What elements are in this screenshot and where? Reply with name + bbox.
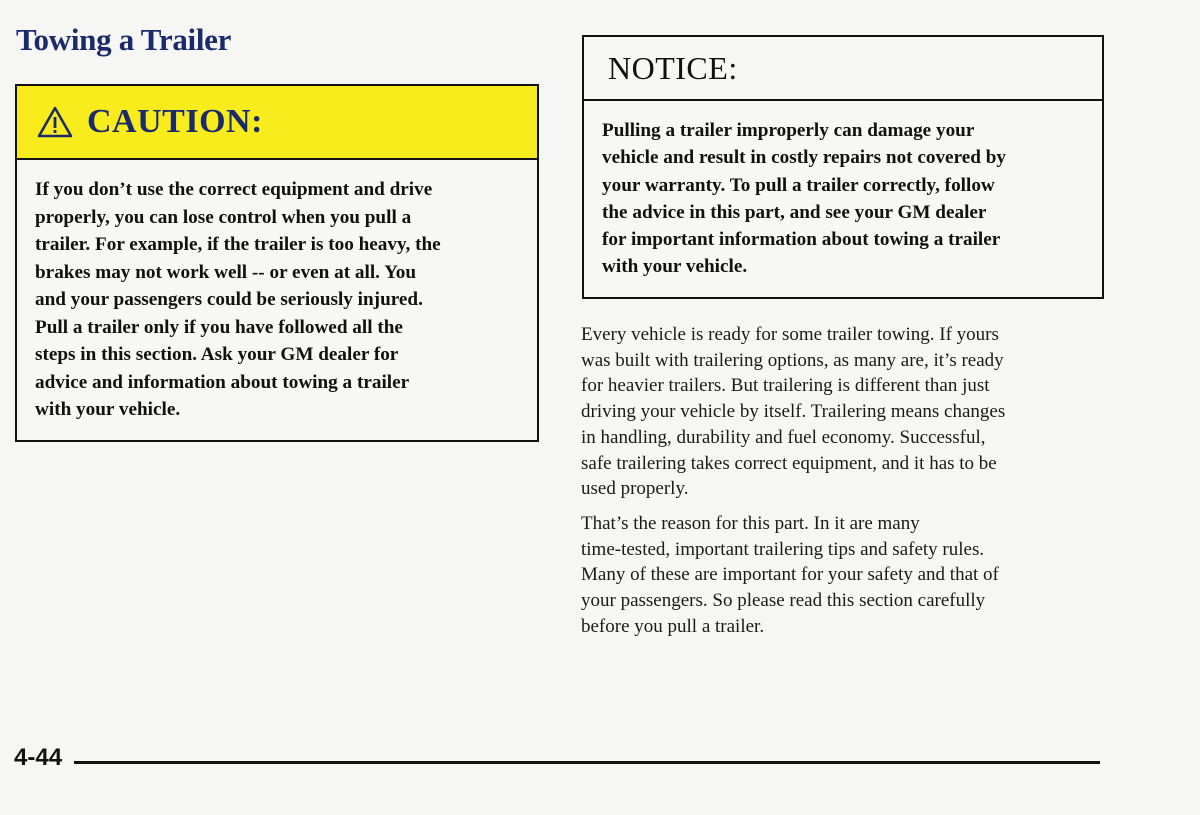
- paragraph-line: driving your vehicle by itself. Trailering means changes: [581, 401, 1006, 423]
- notice-box: [582, 35, 1104, 299]
- notice-line: with your vehicle.: [602, 256, 748, 278]
- caution-line: advice and information about towing a trailer: [35, 371, 410, 393]
- page-number: 4-44: [14, 744, 63, 771]
- caution-line: steps in this section. Ask your GM dealer for: [35, 344, 399, 365]
- notice-header: [584, 37, 1102, 101]
- paragraph-line: Every vehicle is ready for some trailer towing. If yours: [581, 324, 999, 345]
- warning-triangle-icon: [37, 106, 73, 138]
- caution-line: properly, you can lose control when you pull a: [35, 206, 412, 228]
- caution-text: [17, 160, 537, 424]
- paragraph-line: before you pull a trailer.: [581, 615, 765, 637]
- caution-box: [15, 84, 539, 442]
- paragraph-line: used properly.: [581, 478, 689, 500]
- page-title: Towing a Trailer: [16, 22, 232, 57]
- notice-line: vehicle and result in costly repairs not covered by: [602, 147, 1006, 169]
- paragraph-line: That’s the reason for this part. In it are many: [581, 513, 920, 534]
- notice-line: Pulling a trailer improperly can damage your: [602, 120, 975, 141]
- body-paragraph-2: [581, 511, 1101, 640]
- caution-line: Pull a trailer only if you have followed all the: [35, 316, 403, 338]
- footer-rule: [74, 761, 1100, 764]
- paragraph-line: for heavier trailers. But trailering is different than just: [581, 375, 990, 397]
- notice-text: [584, 101, 1102, 281]
- caution-line: trailer. For example, if the trailer is too heavy, the: [35, 234, 441, 255]
- paragraph-line: safe trailering takes correct equipment, and it has to be: [581, 452, 997, 474]
- paragraph-line: your passengers. So please read this section carefully: [581, 590, 986, 612]
- notice-line: the advice in this part, and see your GM dealer: [602, 201, 987, 223]
- notice-line: for important information about towing a trailer: [602, 229, 1001, 251]
- caution-line: If you don’t use the correct equipment and drive: [35, 179, 433, 200]
- caution-header: [17, 86, 537, 160]
- paragraph-line: was built with trailering options, as many are, it’s ready: [581, 349, 1004, 371]
- caution-line: with your vehicle.: [35, 399, 181, 420]
- caution-heading: CAUTION:: [87, 103, 263, 140]
- notice-line: your warranty. To pull a trailer correctly, follow: [602, 174, 995, 196]
- paragraph-line: time-tested, important trailering tips and safety rules.: [581, 538, 985, 560]
- paragraph-line: in handling, durability and fuel economy. Successful,: [581, 426, 986, 448]
- notice-heading: NOTICE:: [608, 49, 738, 86]
- paragraph-line: Many of these are important for your safety and that of: [581, 564, 999, 586]
- caution-line: brakes may not work well -- or even at all. You: [35, 261, 417, 283]
- body-paragraph-1: [581, 322, 1101, 502]
- caution-line: and your passengers could be seriously injured.: [35, 289, 423, 310]
